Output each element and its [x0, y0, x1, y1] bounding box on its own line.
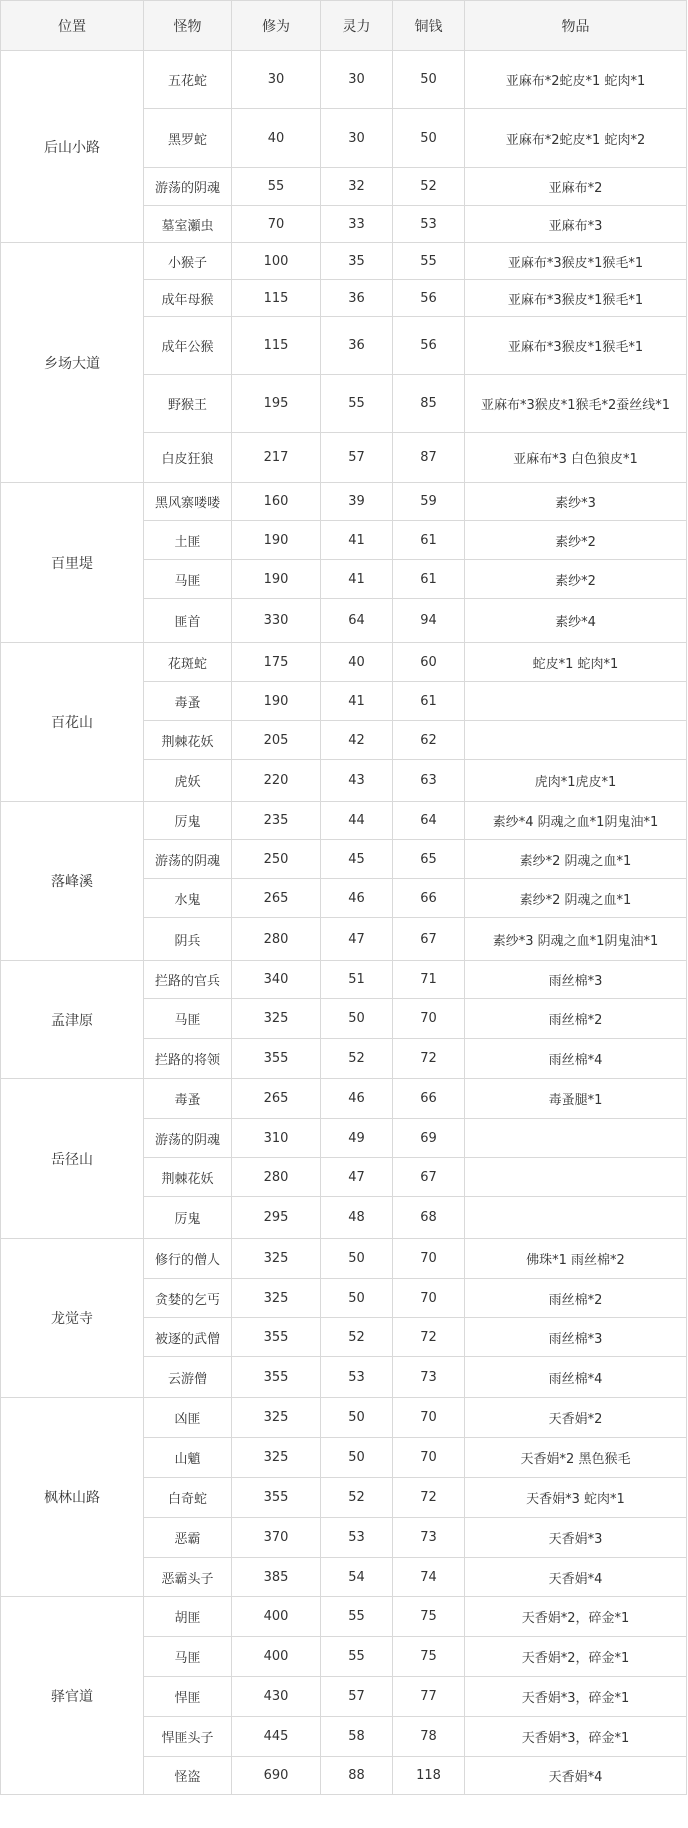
xiuwei-cell: 310 [232, 1119, 321, 1158]
lingli-cell: 51 [321, 961, 393, 999]
tongqian-cell: 118 [393, 1757, 465, 1795]
lingli-cell: 64 [321, 599, 393, 643]
monster-cell: 马匪 [144, 1637, 232, 1677]
lingli-cell: 53 [321, 1357, 393, 1398]
header-items: 物品 [465, 1, 687, 51]
lingli-cell: 41 [321, 682, 393, 721]
lingli-cell: 39 [321, 483, 393, 521]
tongqian-cell: 63 [393, 760, 465, 802]
header-location: 位置 [1, 1, 144, 51]
tongqian-cell: 74 [393, 1558, 465, 1597]
lingli-cell: 40 [321, 643, 393, 682]
lingli-cell: 52 [321, 1478, 393, 1518]
location-cell: 岳径山 [1, 1079, 144, 1239]
tongqian-cell: 72 [393, 1478, 465, 1518]
lingli-cell: 49 [321, 1119, 393, 1158]
lingli-cell: 50 [321, 1239, 393, 1279]
monster-cell: 马匪 [144, 560, 232, 599]
items-cell [465, 682, 687, 721]
items-cell [465, 1158, 687, 1197]
lingli-cell: 30 [321, 109, 393, 168]
monster-cell: 野猴王 [144, 375, 232, 433]
items-cell: 素纱*2 阴魂之血*1 [465, 840, 687, 879]
items-cell: 素纱*3 [465, 483, 687, 521]
tongqian-cell: 56 [393, 280, 465, 317]
xiuwei-cell: 445 [232, 1717, 321, 1757]
header-xiuwei: 修为 [232, 1, 321, 51]
table-row [1, 51, 687, 109]
items-cell: 亚麻布*3猴皮*1猴毛*1 [465, 280, 687, 317]
xiuwei-cell: 40 [232, 109, 321, 168]
xiuwei-cell: 30 [232, 51, 321, 109]
xiuwei-cell: 295 [232, 1197, 321, 1239]
items-cell: 天香娟*2 [465, 1398, 687, 1438]
lingli-cell: 45 [321, 840, 393, 879]
tongqian-cell: 52 [393, 168, 465, 206]
items-cell: 亚麻布*3 白色狼皮*1 [465, 433, 687, 483]
lingli-cell: 48 [321, 1197, 393, 1239]
lingli-cell: 46 [321, 879, 393, 918]
location-cell: 后山小路 [1, 51, 144, 243]
tongqian-cell: 94 [393, 599, 465, 643]
lingli-cell: 41 [321, 521, 393, 560]
items-cell: 虎肉*1虎皮*1 [465, 760, 687, 802]
xiuwei-cell: 250 [232, 840, 321, 879]
tongqian-cell: 66 [393, 1079, 465, 1119]
xiuwei-cell: 220 [232, 760, 321, 802]
monster-cell: 花斑蛇 [144, 643, 232, 682]
location-cell: 落峰溪 [1, 802, 144, 961]
lingli-cell: 43 [321, 760, 393, 802]
xiuwei-cell: 190 [232, 521, 321, 560]
table-row [1, 961, 687, 999]
xiuwei-cell: 265 [232, 879, 321, 918]
tongqian-cell: 70 [393, 1398, 465, 1438]
tongqian-cell: 73 [393, 1518, 465, 1558]
monster-cell: 被逐的武僧 [144, 1318, 232, 1357]
monster-cell: 厉鬼 [144, 802, 232, 840]
location-cell: 驿官道 [1, 1597, 144, 1795]
table-row [1, 483, 687, 521]
lingli-cell: 42 [321, 721, 393, 760]
items-cell: 亚麻布*3猴皮*1猴毛*2蚕丝线*1 [465, 375, 687, 433]
monster-cell: 毒蚤 [144, 1079, 232, 1119]
lingli-cell: 50 [321, 1438, 393, 1478]
lingli-cell: 50 [321, 1279, 393, 1318]
monster-cell: 阴兵 [144, 918, 232, 961]
xiuwei-cell: 340 [232, 961, 321, 999]
xiuwei-cell: 430 [232, 1677, 321, 1717]
tongqian-cell: 85 [393, 375, 465, 433]
xiuwei-cell: 280 [232, 918, 321, 961]
monster-cell: 凶匪 [144, 1398, 232, 1438]
xiuwei-cell: 355 [232, 1039, 321, 1079]
monster-cell: 胡匪 [144, 1597, 232, 1637]
xiuwei-cell: 217 [232, 433, 321, 483]
tongqian-cell: 62 [393, 721, 465, 760]
tongqian-cell: 61 [393, 682, 465, 721]
tongqian-cell: 50 [393, 51, 465, 109]
monster-cell: 游荡的阴魂 [144, 840, 232, 879]
items-cell: 素纱*2 [465, 560, 687, 599]
monster-cell: 黑罗蛇 [144, 109, 232, 168]
tongqian-cell: 67 [393, 1158, 465, 1197]
tongqian-cell: 69 [393, 1119, 465, 1158]
tongqian-cell: 60 [393, 643, 465, 682]
table-row [1, 643, 687, 682]
items-cell: 亚麻布*3猴皮*1猴毛*1 [465, 317, 687, 375]
items-cell: 毒蚤腿*1 [465, 1079, 687, 1119]
xiuwei-cell: 70 [232, 206, 321, 243]
xiuwei-cell: 100 [232, 243, 321, 280]
table-row [1, 802, 687, 840]
monster-cell: 白皮狂狼 [144, 433, 232, 483]
xiuwei-cell: 325 [232, 999, 321, 1039]
location-cell: 枫林山路 [1, 1398, 144, 1597]
xiuwei-cell: 355 [232, 1318, 321, 1357]
xiuwei-cell: 115 [232, 280, 321, 317]
items-cell: 天香娟*3 [465, 1518, 687, 1558]
monster-cell: 马匪 [144, 999, 232, 1039]
lingli-cell: 58 [321, 1717, 393, 1757]
xiuwei-cell: 325 [232, 1239, 321, 1279]
monster-cell: 游荡的阴魂 [144, 168, 232, 206]
items-cell: 天香娟*4 [465, 1757, 687, 1795]
xiuwei-cell: 190 [232, 560, 321, 599]
items-cell: 素纱*2 阴魂之血*1 [465, 879, 687, 918]
lingli-cell: 52 [321, 1039, 393, 1079]
monster-cell: 荆棘花妖 [144, 721, 232, 760]
items-cell: 雨丝棉*4 [465, 1039, 687, 1079]
header-lingli: 灵力 [321, 1, 393, 51]
table-row [1, 1398, 687, 1438]
header-tongqian: 铜钱 [393, 1, 465, 51]
xiuwei-cell: 195 [232, 375, 321, 433]
items-cell: 亚麻布*3猴皮*1猴毛*1 [465, 243, 687, 280]
tongqian-cell: 71 [393, 961, 465, 999]
monster-cell: 毒蚤 [144, 682, 232, 721]
lingli-cell: 55 [321, 375, 393, 433]
items-cell: 天香娟*3 蛇肉*1 [465, 1478, 687, 1518]
xiuwei-cell: 400 [232, 1637, 321, 1677]
items-cell: 亚麻布*2蛇皮*1 蛇肉*2 [465, 109, 687, 168]
items-cell: 亚麻布*2蛇皮*1 蛇肉*1 [465, 51, 687, 109]
tongqian-cell: 72 [393, 1318, 465, 1357]
monster-cell: 虎妖 [144, 760, 232, 802]
lingli-cell: 47 [321, 918, 393, 961]
tongqian-cell: 59 [393, 483, 465, 521]
items-cell [465, 1197, 687, 1239]
items-cell: 素纱*4 [465, 599, 687, 643]
tongqian-cell: 77 [393, 1677, 465, 1717]
lingli-cell: 88 [321, 1757, 393, 1795]
tongqian-cell: 56 [393, 317, 465, 375]
monster-cell: 水鬼 [144, 879, 232, 918]
lingli-cell: 36 [321, 280, 393, 317]
location-cell: 孟津原 [1, 961, 144, 1079]
lingli-cell: 46 [321, 1079, 393, 1119]
items-cell: 雨丝棉*3 [465, 961, 687, 999]
monster-cell: 黑风寨喽喽 [144, 483, 232, 521]
location-cell: 龙觉寺 [1, 1239, 144, 1398]
items-cell: 雨丝棉*2 [465, 1279, 687, 1318]
xiuwei-cell: 115 [232, 317, 321, 375]
lingli-cell: 50 [321, 999, 393, 1039]
items-cell: 天香娟*2，碎金*1 [465, 1597, 687, 1637]
lingli-cell: 47 [321, 1158, 393, 1197]
table-row [1, 1597, 687, 1637]
monster-cell: 拦路的官兵 [144, 961, 232, 999]
lingli-cell: 55 [321, 1597, 393, 1637]
xiuwei-cell: 355 [232, 1478, 321, 1518]
monster-cell: 怪盗 [144, 1757, 232, 1795]
items-cell: 天香娟*3，碎金*1 [465, 1677, 687, 1717]
monster-cell: 游荡的阴魂 [144, 1119, 232, 1158]
items-cell [465, 721, 687, 760]
monster-cell: 荆棘花妖 [144, 1158, 232, 1197]
monster-cell: 土匪 [144, 521, 232, 560]
lingli-cell: 50 [321, 1398, 393, 1438]
lingli-cell: 35 [321, 243, 393, 280]
tongqian-cell: 70 [393, 999, 465, 1039]
monster-cell: 小猴子 [144, 243, 232, 280]
xiuwei-cell: 205 [232, 721, 321, 760]
monster-cell: 成年公猴 [144, 317, 232, 375]
monster-cell: 墓室瀬虫 [144, 206, 232, 243]
items-cell [465, 1119, 687, 1158]
lingli-cell: 44 [321, 802, 393, 840]
lingli-cell: 54 [321, 1558, 393, 1597]
lingli-cell: 55 [321, 1637, 393, 1677]
monster-cell: 匪首 [144, 599, 232, 643]
xiuwei-cell: 690 [232, 1757, 321, 1795]
items-cell: 雨丝棉*3 [465, 1318, 687, 1357]
tongqian-cell: 61 [393, 560, 465, 599]
xiuwei-cell: 400 [232, 1597, 321, 1637]
xiuwei-cell: 370 [232, 1518, 321, 1558]
tongqian-cell: 78 [393, 1717, 465, 1757]
xiuwei-cell: 330 [232, 599, 321, 643]
xiuwei-cell: 190 [232, 682, 321, 721]
monster-cell: 修行的僧人 [144, 1239, 232, 1279]
tongqian-cell: 65 [393, 840, 465, 879]
location-cell: 乡场大道 [1, 243, 144, 483]
table-body [1, 51, 687, 1795]
header-row [1, 1, 687, 51]
lingli-cell: 53 [321, 1518, 393, 1558]
lingli-cell: 57 [321, 433, 393, 483]
tongqian-cell: 68 [393, 1197, 465, 1239]
items-cell: 素纱*3 阴魂之血*1阴鬼油*1 [465, 918, 687, 961]
table-row [1, 1079, 687, 1119]
lingli-cell: 41 [321, 560, 393, 599]
tongqian-cell: 55 [393, 243, 465, 280]
lingli-cell: 52 [321, 1318, 393, 1357]
monster-cell: 恶霸头子 [144, 1558, 232, 1597]
tongqian-cell: 53 [393, 206, 465, 243]
table-row [1, 1239, 687, 1279]
xiuwei-cell: 160 [232, 483, 321, 521]
monster-cell: 贪婪的乞丐 [144, 1279, 232, 1318]
xiuwei-cell: 325 [232, 1398, 321, 1438]
monster-cell: 厉鬼 [144, 1197, 232, 1239]
monster-cell: 山魈 [144, 1438, 232, 1478]
items-cell: 雨丝棉*4 [465, 1357, 687, 1398]
tongqian-cell: 67 [393, 918, 465, 961]
monster-cell: 拦路的将领 [144, 1039, 232, 1079]
table-row [1, 243, 687, 280]
lingli-cell: 36 [321, 317, 393, 375]
xiuwei-cell: 325 [232, 1438, 321, 1478]
items-cell: 素纱*4 阴魂之血*1阴鬼油*1 [465, 802, 687, 840]
tongqian-cell: 75 [393, 1597, 465, 1637]
monster-cell: 五花蛇 [144, 51, 232, 109]
items-cell: 亚麻布*2 [465, 168, 687, 206]
tongqian-cell: 70 [393, 1438, 465, 1478]
items-cell: 天香娟*2，碎金*1 [465, 1637, 687, 1677]
items-cell: 天香娟*2 黑色猴毛 [465, 1438, 687, 1478]
tongqian-cell: 73 [393, 1357, 465, 1398]
monster-cell: 悍匪 [144, 1677, 232, 1717]
xiuwei-cell: 235 [232, 802, 321, 840]
lingli-cell: 57 [321, 1677, 393, 1717]
tongqian-cell: 70 [393, 1279, 465, 1318]
xiuwei-cell: 55 [232, 168, 321, 206]
lingli-cell: 32 [321, 168, 393, 206]
header-monster: 怪物 [144, 1, 232, 51]
items-cell: 天香娟*3，碎金*1 [465, 1717, 687, 1757]
items-cell: 雨丝棉*2 [465, 999, 687, 1039]
items-cell: 蛇皮*1 蛇肉*1 [465, 643, 687, 682]
xiuwei-cell: 355 [232, 1357, 321, 1398]
lingli-cell: 30 [321, 51, 393, 109]
monster-cell: 白奇蛇 [144, 1478, 232, 1518]
tongqian-cell: 61 [393, 521, 465, 560]
items-cell: 亚麻布*3 [465, 206, 687, 243]
items-cell: 佛珠*1 雨丝棉*2 [465, 1239, 687, 1279]
tongqian-cell: 72 [393, 1039, 465, 1079]
location-cell: 百花山 [1, 643, 144, 802]
tongqian-cell: 50 [393, 109, 465, 168]
monster-cell: 恶霸 [144, 1518, 232, 1558]
monster-cell: 云游僧 [144, 1357, 232, 1398]
xiuwei-cell: 385 [232, 1558, 321, 1597]
xiuwei-cell: 325 [232, 1279, 321, 1318]
lingli-cell: 33 [321, 206, 393, 243]
monster-cell: 成年母猴 [144, 280, 232, 317]
items-cell: 天香娟*4 [465, 1558, 687, 1597]
xiuwei-cell: 265 [232, 1079, 321, 1119]
xiuwei-cell: 280 [232, 1158, 321, 1197]
monster-cell: 悍匪头子 [144, 1717, 232, 1757]
tongqian-cell: 64 [393, 802, 465, 840]
tongqian-cell: 75 [393, 1637, 465, 1677]
location-cell: 百里堤 [1, 483, 144, 643]
items-cell: 素纱*2 [465, 521, 687, 560]
tongqian-cell: 87 [393, 433, 465, 483]
xiuwei-cell: 175 [232, 643, 321, 682]
tongqian-cell: 66 [393, 879, 465, 918]
tongqian-cell: 70 [393, 1239, 465, 1279]
